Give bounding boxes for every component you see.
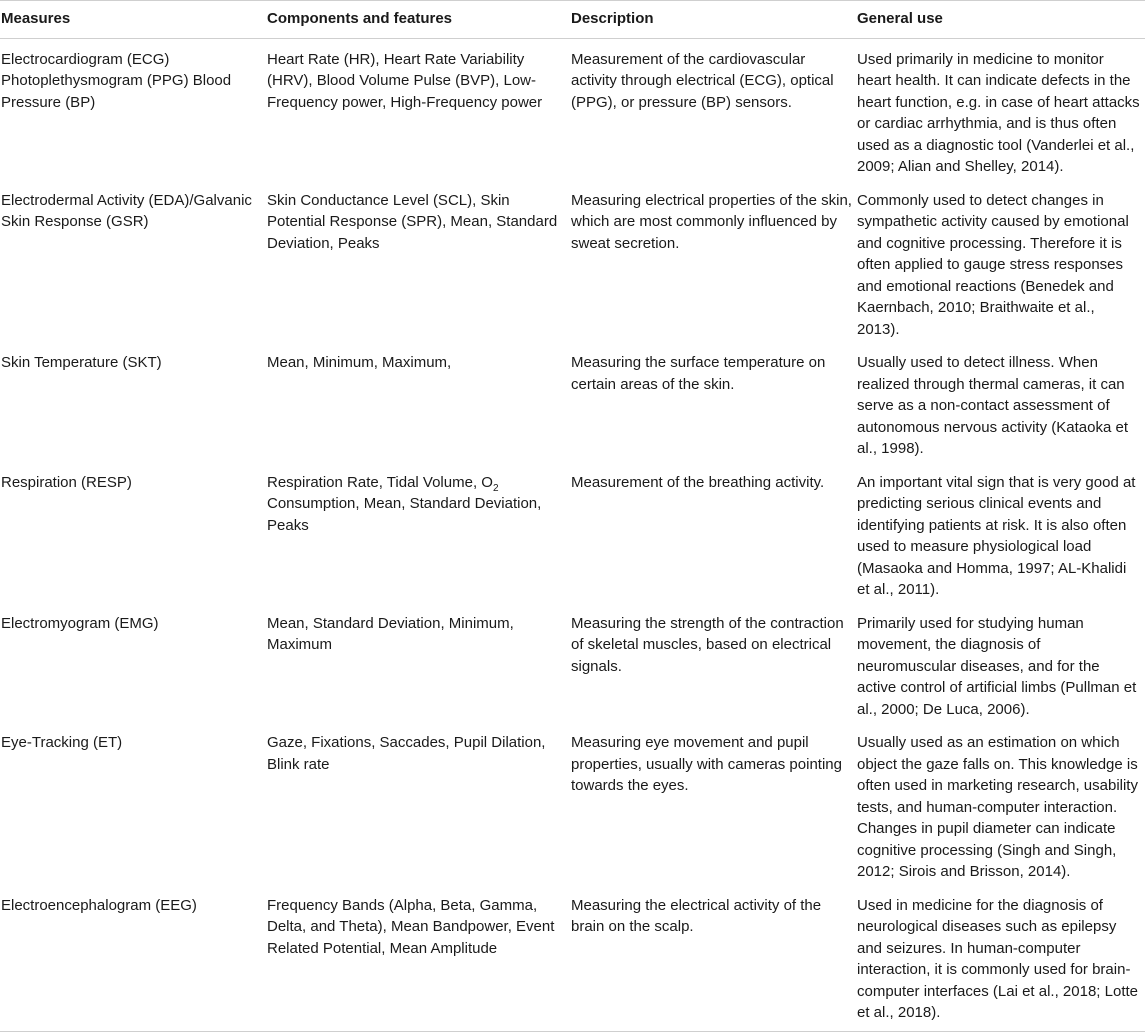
use-cell (857, 885, 1145, 1032)
use-text: Commonly used to detect changes in sympathetic activity caused by emotional and cognitive processing. Therefore it is often applied to gauge stress responses and emotional reactions (Benedek and Kaernbach, 2010; Braithwaite et al., 2013). (857, 191, 1129, 338)
measure-text: Electrodermal Activity (EDA)/Galvanic Skin Response (GSR) (1, 191, 252, 230)
header-general-use: General use (857, 1, 1145, 39)
measure-cell (0, 603, 267, 723)
table-row (0, 180, 1145, 343)
use-cell (857, 722, 1145, 885)
description-text: Measuring the strength of the contraction of skeletal muscles, based on electrical signals. (571, 614, 844, 675)
measure-text: Electroencephalogram (EEG) (1, 896, 197, 914)
header-row (0, 1, 1145, 39)
measure-text: Respiration (RESP) (1, 473, 132, 491)
components-text-pre: Respiration Rate, Tidal Volume, O (267, 473, 493, 491)
components-text: Gaze, Fixations, Saccades, Pupil Dilation, Blink rate (267, 734, 546, 773)
description-cell (571, 462, 857, 603)
components-cell (267, 180, 571, 343)
use-cell (857, 603, 1145, 723)
table-row (0, 38, 1145, 180)
table-header (0, 1, 1145, 39)
use-cell (857, 38, 1145, 180)
use-text: Usually used as an estimation on which object the gaze falls on. This knowledge is often used in marketing research, usability tests, and human-computer interaction. Changes in pupil diameter can indicate cognitive processing (Singh and Singh, 2012; Sirois and Brisson, 2014). (857, 734, 1138, 880)
components-text: Frequency Bands (Alpha, Beta, Gamma, Delta, and Theta), Mean Bandpower, Event Related Potential, Mean Amplitude (267, 896, 555, 957)
use-text: An important vital sign that is very good at predicting serious clinical events and identifying patients at risk. It is also often used to measure physiological load (Masaoka and Homma, 1997; AL-Khalidi et al., 2011). (857, 473, 1136, 598)
description-text: Measuring the surface temperature on certain areas of the skin. (571, 354, 826, 393)
table-row (0, 603, 1145, 723)
use-text: Primarily used for studying human movement, the diagnosis of neuromuscular diseases, and for the active control of artificial limbs (Pullman et al., 2000; De Luca, 2006). (857, 614, 1137, 718)
components-text: Mean, Standard Deviation, Minimum, Maximum (267, 614, 514, 653)
description-cell (571, 180, 857, 343)
description-cell (571, 603, 857, 723)
measure-cell (0, 180, 267, 343)
measure-cell (0, 38, 267, 180)
use-cell (857, 462, 1145, 603)
header-components: Components and features (267, 1, 571, 39)
components-cell (267, 462, 571, 603)
components-cell (267, 722, 571, 885)
measure-text: Eye-Tracking (ET) (1, 734, 123, 751)
description-text: Measuring eye movement and pupil properties, usually with cameras pointing towards the eyes. (571, 734, 842, 794)
measure-cell (0, 462, 267, 603)
header-measures: Measures (0, 1, 267, 39)
components-cell (267, 603, 571, 723)
table-row (0, 885, 1145, 1032)
description-text: Measurement of the cardiovascular activity through electrical (ECG), optical (PPG), or pressure (BP) sensors. (571, 50, 834, 111)
use-cell (857, 342, 1145, 462)
measure-cell (0, 722, 267, 885)
table-row (0, 342, 1145, 462)
table-body (0, 38, 1145, 1031)
description-text: Measuring the electrical activity of the brain on the scalp. (571, 896, 822, 935)
use-cell (857, 180, 1145, 343)
table-row (0, 462, 1145, 603)
use-text: Usually used to detect illness. When realized through thermal cameras, it can serve as a non-contact assessment of autonomous nervous activity (Kataoka et al., 1998). (857, 354, 1128, 457)
components-text: Mean, Minimum, Maximum, (267, 354, 452, 371)
use-text: Used primarily in medicine to monitor heart health. It can indicate defects in the heart function, e.g. in case of heart attacks or cardiac arrhythmia, and is thus often used as a diagnostic tool (Vanderlei et al., 2009; Alian and Shelley, 2014). (857, 50, 1140, 175)
components-text: Skin Conductance Level (SCL), Skin Potential Response (SPR), Mean, Standard Deviation, Peaks (267, 191, 558, 252)
measure-text: Electromyogram (EMG) (1, 614, 159, 632)
components-text (267, 472, 571, 537)
components-cell (267, 342, 571, 462)
components-text-post: Consumption, Mean, Standard Deviation, Peaks (267, 495, 542, 534)
components-cell (267, 38, 571, 180)
table-row (0, 722, 1145, 885)
use-text: Used in medicine for the diagnosis of neurological diseases such as epilepsy and seizures. In human-computer interaction, it is commonly used for brain-computer interfaces (Lai et al., 2018; Lotte et al., 2018). (857, 896, 1138, 1021)
subscript-two: 2 (492, 482, 499, 494)
description-cell (571, 885, 857, 1032)
measure-cell (0, 342, 267, 462)
measure-cell (0, 885, 267, 1032)
description-cell (571, 722, 857, 885)
description-text: Measuring electrical properties of the skin, which are most commonly influenced by sweat secretion. (571, 191, 852, 252)
components-cell (267, 885, 571, 1032)
measure-text: Skin Temperature (SKT) (1, 354, 162, 371)
components-text: Heart Rate (HR), Heart Rate Variability (HRV), Blood Volume Pulse (BVP), Low-Frequency power, High-Frequency power (267, 50, 543, 111)
header-description: Description (571, 1, 857, 39)
description-cell (571, 342, 857, 462)
description-cell (571, 38, 857, 180)
description-text: Measurement of the breathing activity. (571, 473, 825, 491)
measure-text: Electrocardiogram (ECG) Photoplethysmogram (PPG) Blood Pressure (BP) (1, 50, 232, 111)
